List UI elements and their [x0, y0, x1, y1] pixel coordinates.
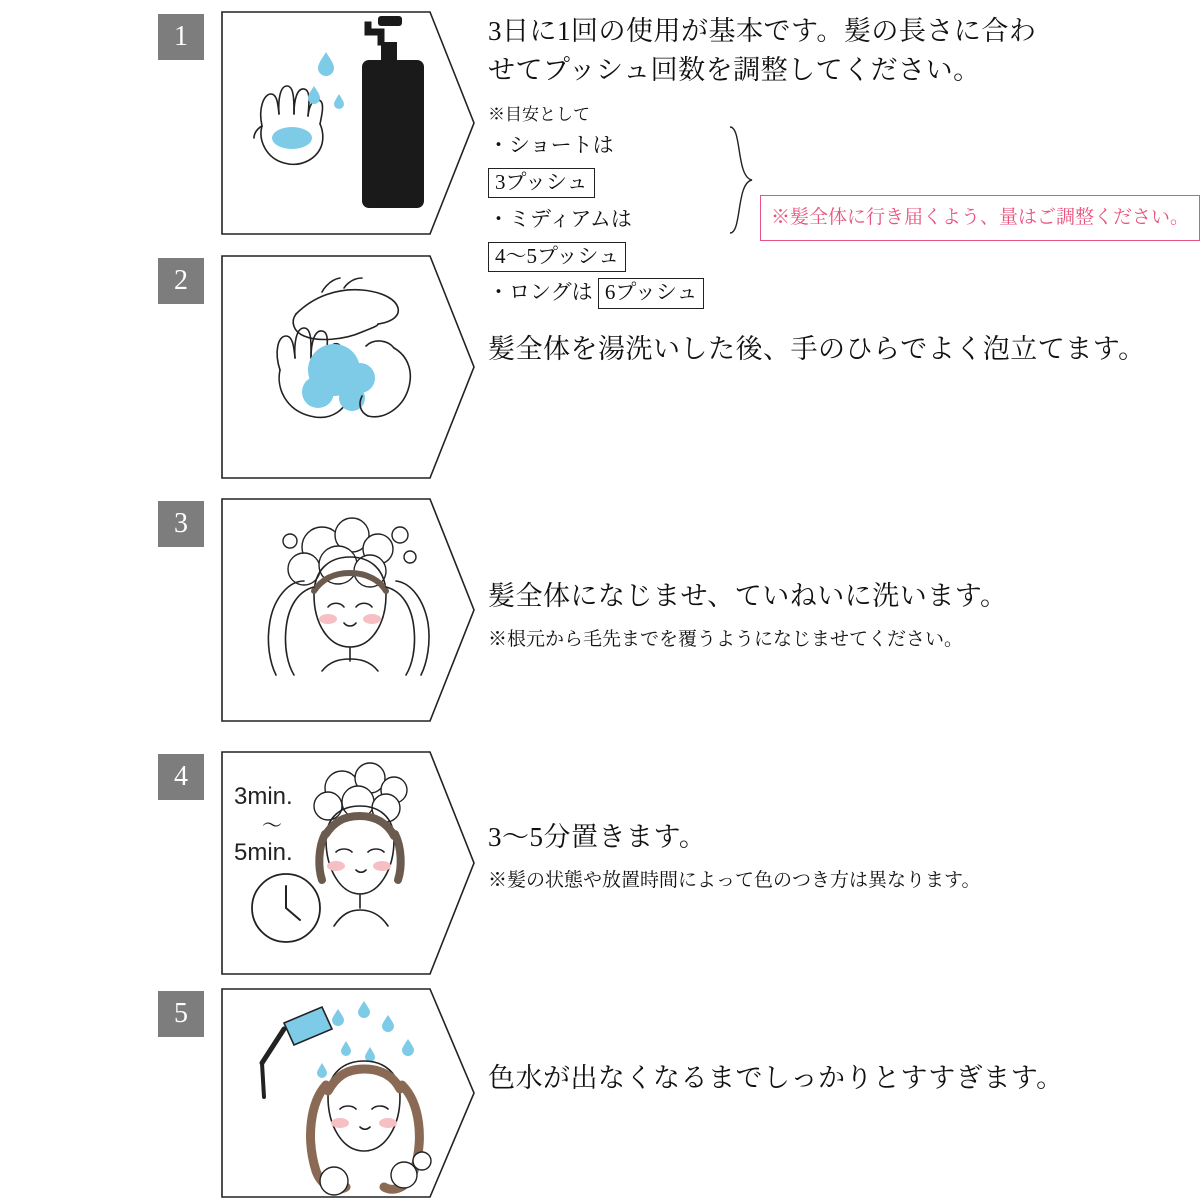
step-4-illustration [218, 748, 478, 978]
dosage-item-short [488, 127, 722, 201]
step-4-text [478, 818, 1200, 896]
dosage-label-long: ・ロングは [488, 280, 593, 305]
step-5-headline: 色水が出なくなるまでしっかりとすすぎます。 [488, 1063, 1064, 1093]
svg-text:3min.: 3min. [234, 783, 293, 810]
step-3-illustration [218, 495, 478, 725]
step-2 [0, 252, 1200, 482]
step-1-headline: 3日に1回の使用が基本です。髪の長さに合わせてプッシュ回数を調整してください。 [488, 16, 1037, 86]
dosage-label-medium: ・ミディアムは [488, 206, 632, 231]
step-number-badge: 1 [158, 14, 204, 60]
shower-rinse-icon [218, 985, 478, 1200]
step-3 [0, 495, 1200, 725]
step-1-callout: ※髪全体に行き届くよう、量はご調整ください。 [760, 195, 1200, 242]
step-5 [0, 985, 1200, 1200]
pump-bottle-and-hand-icon [218, 8, 478, 238]
step-number-badge: 5 [158, 991, 204, 1037]
step-4-headline: 3〜5分置きます。 [488, 822, 707, 852]
two-hands-lather-icon [218, 252, 478, 482]
svg-text:5min.: 5min. [234, 839, 293, 866]
step-number-badge: 4 [158, 754, 204, 800]
dosage-amount-long: 6プッシュ [598, 278, 705, 308]
step-2-text [478, 330, 1200, 369]
step-4 [0, 748, 1200, 978]
timer-woman-waiting-icon [218, 748, 478, 978]
dosage-label-short: ・ショートは [488, 133, 614, 158]
step-number-badge: 3 [158, 501, 204, 547]
dosage-amount-short: 3プッシュ [488, 168, 595, 198]
woman-washing-hair-icon [218, 495, 478, 725]
step-3-subline: ※根元から毛先までを覆うようになじませてください。 [488, 629, 964, 651]
step-4-subline: ※髪の状態や放置時間によって色のつき方は異なります。 [488, 870, 981, 892]
step-number-badge: 2 [158, 258, 204, 304]
step-2-headline: 髪全体を湯洗いした後、手のひらでよく泡立てます。 [488, 334, 1146, 364]
clock-icon [252, 874, 320, 942]
step-5-text [478, 1059, 1200, 1098]
step-3-headline: 髪全体になじませ、ていねいに洗います。 [488, 581, 1008, 611]
svg-text:〜: 〜 [262, 815, 282, 837]
step-3-text [478, 577, 1200, 655]
step-2-illustration [218, 252, 478, 482]
dosage-amount-medium: 4〜5プッシュ [488, 242, 626, 272]
step-1-illustration [218, 8, 478, 238]
step-5-illustration [218, 985, 478, 1200]
step-1-note: ※目安として [488, 105, 590, 125]
